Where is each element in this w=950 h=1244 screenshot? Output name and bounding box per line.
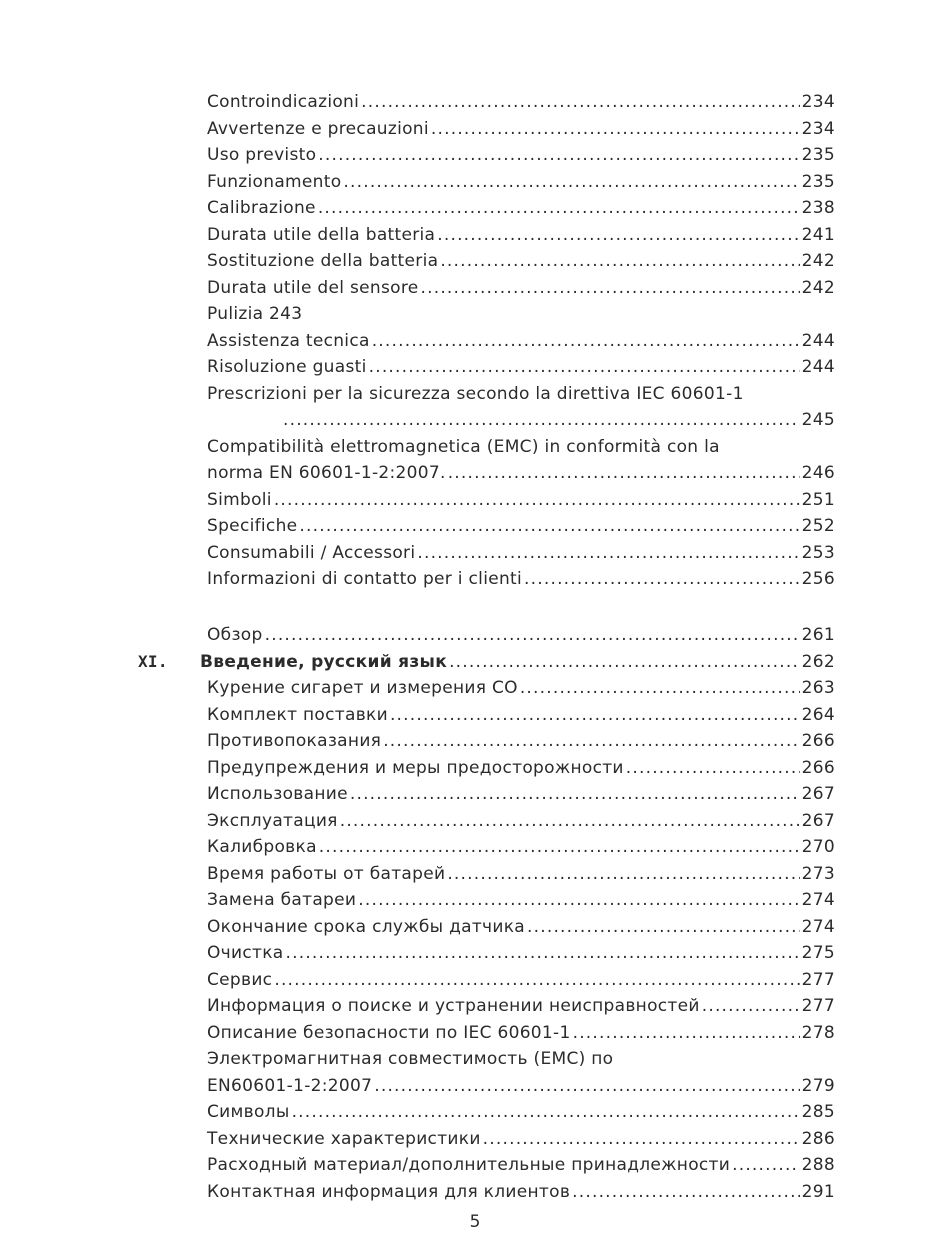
toc-entry-title: Durata utile del sensore	[207, 275, 421, 302]
toc-entry[interactable]	[207, 675, 835, 702]
page-number: 5	[469, 1212, 481, 1232]
toc-entry-page: 252	[801, 516, 835, 536]
toc-entry-page: 235	[801, 145, 835, 165]
toc-leader	[572, 1179, 799, 1206]
toc-leader	[421, 275, 800, 302]
toc-entry-page: 277	[801, 969, 835, 990]
toc-entry-title: Эксплуатация	[207, 808, 340, 835]
toc-entry-title: Предупреждения и меры предосторожности	[207, 755, 626, 782]
toc-entry[interactable]	[207, 142, 835, 169]
toc-leader	[573, 1020, 800, 1047]
toc-entry-page: 288	[801, 1155, 835, 1175]
toc-leader	[343, 169, 799, 196]
toc-leader	[292, 1099, 800, 1126]
toc-entry-page: 245	[801, 410, 835, 430]
toc-leader	[274, 487, 800, 514]
toc-entry-title: Калибровка	[207, 834, 319, 861]
toc-entry[interactable]	[207, 513, 835, 540]
toc-entry[interactable]	[207, 248, 835, 275]
toc-leader	[299, 513, 799, 540]
toc-entry-page: 238	[801, 198, 835, 218]
toc-entry-title: Использование	[207, 781, 350, 808]
toc-entry[interactable]	[207, 1046, 835, 1073]
toc-entry-page: 234	[801, 92, 835, 112]
toc-entry[interactable]	[207, 834, 835, 861]
toc-entry-title: Compatibilità elettromagnetica (EMC) in conformità con la	[207, 436, 720, 457]
toc-leader	[286, 940, 800, 967]
toc-entry-title: Очистка	[207, 940, 286, 967]
toc-leader	[274, 967, 799, 994]
toc-leader	[437, 222, 799, 249]
toc-entry-title: Sostituzione della batteria	[207, 248, 440, 275]
section-title: Введение, русский язык	[200, 649, 449, 676]
toc-entry-page: 242	[801, 277, 835, 298]
toc-entry-title: Замена батареи	[207, 887, 358, 914]
toc-entry[interactable]	[207, 781, 835, 808]
toc-leader	[283, 407, 800, 434]
toc-leader	[383, 728, 799, 755]
toc-entry-title: Комплект поставки	[207, 702, 390, 729]
toc-entry-page: 251	[801, 489, 835, 510]
toc-entry[interactable]	[207, 222, 835, 249]
toc-entry-overview[interactable]	[207, 622, 835, 649]
toc-entry-page: 256	[801, 569, 835, 589]
toc-entry[interactable]	[207, 1179, 835, 1206]
toc-leader	[319, 834, 800, 861]
toc-entry-title: norma EN 60601-1-2:2007.	[207, 460, 448, 487]
toc-entry-title: Risoluzione guasti	[207, 354, 369, 381]
toc-entry-page: 277	[801, 996, 835, 1016]
toc-entry-page: 270	[801, 837, 835, 857]
toc-entry-title: Funzionamento	[207, 169, 343, 196]
toc-entry-title: Durata utile della batteria	[207, 222, 437, 249]
toc-entry-page: 267	[801, 810, 835, 831]
toc-entry-title: EN60601-1-2:2007	[207, 1073, 374, 1100]
toc-entry-title: Информация о поиске и устранении неисправностей	[207, 993, 702, 1020]
toc-entry-page: 266	[801, 757, 835, 778]
toc-leader	[520, 675, 800, 702]
toc-entry[interactable]	[207, 460, 835, 487]
toc-entry-title: Simboli	[207, 487, 274, 514]
toc-leader	[524, 566, 800, 593]
toc-leader	[390, 702, 800, 729]
toc-leader	[265, 622, 800, 649]
toc-entry-page: 275	[801, 943, 835, 963]
toc-leader	[318, 142, 799, 169]
toc-leader	[369, 354, 800, 381]
toc-leader	[361, 89, 799, 116]
toc-leader	[417, 540, 799, 567]
toc-entry-title: Обзор	[207, 622, 265, 649]
toc-entry[interactable]	[207, 275, 835, 302]
toc-leader	[483, 1126, 800, 1153]
toc-entry-title: Controindicazioni	[207, 89, 361, 116]
toc-entry-title: Описание безопасности по IEC 60601-1	[207, 1020, 573, 1047]
toc-entry[interactable]	[207, 702, 835, 729]
toc-entry-title: Prescrizioni per la sicurezza secondo la direttiva IEC 60601-1	[207, 383, 744, 404]
toc-entry-page: 274	[801, 890, 835, 910]
toc-entry[interactable]	[207, 1152, 835, 1179]
toc-leader	[702, 993, 800, 1020]
toc-entry-title: Assistenza tecnica	[207, 328, 372, 355]
toc-entry[interactable]	[207, 195, 835, 222]
toc-leader	[448, 460, 800, 487]
toc-entry[interactable]	[207, 808, 835, 835]
toc-entry[interactable]	[207, 354, 835, 381]
toc-leader	[527, 914, 800, 941]
toc-leader	[318, 195, 800, 222]
toc-entry[interactable]	[207, 728, 835, 755]
toc-entry[interactable]	[207, 1099, 835, 1126]
toc-entry[interactable]	[207, 861, 835, 888]
toc-entry-title: Контактная информация для клиентов	[207, 1179, 572, 1206]
toc-entry-page: 242	[801, 251, 835, 271]
toc-entry[interactable]	[207, 993, 835, 1020]
toc-leader	[372, 328, 800, 355]
toc-entry-title: Технические характеристики	[207, 1126, 483, 1153]
toc-entry-title: Время работы от батарей	[207, 861, 447, 888]
toc-entry[interactable]	[207, 967, 835, 994]
toc-entry[interactable]	[207, 887, 835, 914]
toc-leader	[358, 887, 799, 914]
toc-entry[interactable]	[207, 1020, 835, 1047]
toc-entry-page: 291	[801, 1181, 835, 1202]
toc-leader	[431, 116, 800, 143]
toc-entry-title: Расходный материал/дополнительные принадлежности	[207, 1152, 732, 1179]
toc-entry-page: 261	[801, 625, 835, 645]
toc-entry[interactable]	[207, 755, 835, 782]
toc-entry-page: 253	[801, 542, 835, 563]
toc-entry-title: Сервис	[207, 967, 274, 994]
toc-entry[interactable]	[207, 381, 835, 408]
toc-entry-page: 234	[801, 118, 835, 139]
toc-section-heading[interactable]	[138, 649, 835, 676]
toc-entry[interactable]	[207, 914, 835, 941]
toc-entry-page: 264	[801, 704, 835, 725]
toc-entry[interactable]	[207, 407, 835, 434]
toc-leader	[350, 781, 800, 808]
toc-entry-title: Pulizia 243	[207, 304, 303, 324]
toc-entry[interactable]	[207, 540, 835, 567]
toc-entry[interactable]	[207, 1126, 835, 1153]
toc-entry-title: Окончание срока службы датчика	[207, 914, 527, 941]
toc-entry[interactable]	[207, 487, 835, 514]
toc-entry[interactable]	[207, 89, 835, 116]
toc-entry-title: Символы	[207, 1099, 292, 1126]
toc-leader	[732, 1152, 800, 1179]
toc-entry-page: 273	[801, 863, 835, 884]
toc-entry-page: 285	[801, 1102, 835, 1122]
toc-leader	[626, 755, 800, 782]
toc-entry[interactable]	[207, 301, 835, 328]
toc-entry-page: 279	[801, 1075, 835, 1096]
toc-leader	[440, 248, 799, 275]
toc-entry-page: 286	[801, 1128, 835, 1149]
toc-entry[interactable]	[207, 116, 835, 143]
toc-entry-page: 244	[801, 330, 835, 351]
toc-leader	[447, 861, 799, 888]
toc-leader	[340, 808, 800, 835]
toc-entry-page: 274	[801, 916, 835, 937]
toc-entry-page: 241	[801, 224, 835, 245]
toc-leader	[449, 649, 800, 676]
toc-entry-page: 235	[801, 171, 835, 192]
toc-entry-page: 267	[801, 784, 835, 804]
table-of-contents	[138, 89, 835, 1205]
toc-entry-title: Avvertenze e precauzioni	[207, 116, 431, 143]
toc-entry-page: 244	[801, 357, 835, 377]
toc-entry[interactable]	[207, 434, 835, 461]
toc-entry[interactable]	[207, 169, 835, 196]
toc-entry-title: Uso previsto	[207, 142, 318, 169]
toc-entry-title: Consumabili / Accessori	[207, 540, 417, 567]
toc-entry-title: Specifiche	[207, 513, 299, 540]
toc-entry[interactable]	[207, 566, 835, 593]
toc-entry-page: 278	[801, 1022, 835, 1043]
toc-entry-title: Электромагнитная совместимость (EMC) по	[207, 1049, 614, 1069]
toc-entry-title: Calibrazione	[207, 195, 318, 222]
toc-leader	[374, 1073, 799, 1100]
toc-entry[interactable]	[207, 1073, 835, 1100]
toc-entry[interactable]	[207, 940, 835, 967]
toc-entry-title: Informazioni di contatto per i clienti	[207, 566, 524, 593]
toc-entry-title: Противопоказания	[207, 728, 383, 755]
section-page: 262	[801, 651, 835, 672]
toc-entry-page: 263	[801, 678, 835, 698]
toc-entry[interactable]	[207, 328, 835, 355]
toc-entry-page: 266	[801, 731, 835, 751]
toc-entry-title: Курение сигарет и измерения CO	[207, 675, 520, 702]
section-number: XI.	[138, 651, 168, 671]
toc-entry-page: 246	[801, 463, 835, 483]
